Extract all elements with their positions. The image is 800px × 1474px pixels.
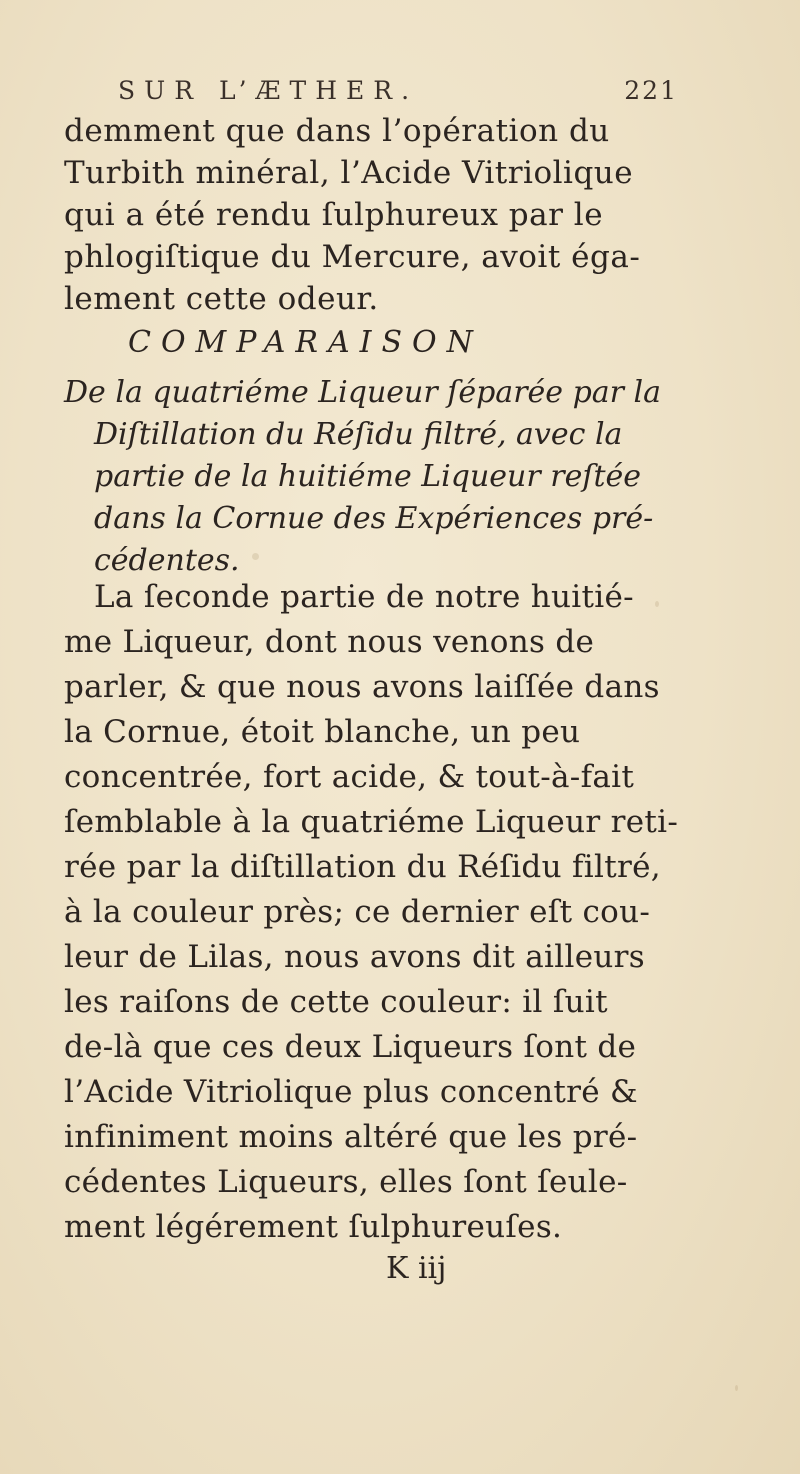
text-line: Turbith minéral, l’Acide Vitriolique <box>64 155 634 191</box>
section-heading: COMPARAISON <box>128 325 483 360</box>
text-line: me Liqueur, dont nous venons de <box>64 624 595 660</box>
page-number: 221 <box>624 76 678 105</box>
text-line: leur de Lilas, nous avons dit ailleurs <box>64 939 645 975</box>
subtitle-line: partie de la huitiéme Liqueur reſtée <box>94 459 642 494</box>
subtitle-line: De la quatriéme Liqueur ſéparée par la <box>64 375 662 410</box>
text-line: la Cornue, étoit blanche, un peu <box>64 714 581 750</box>
text-line: parler, & que nous avons laiſſée dans <box>64 669 660 705</box>
subtitle-line: Diſtillation du Réſidu filtré, avec la <box>94 417 623 452</box>
subtitle-line: dans la Cornue des Expériences pré- <box>94 501 654 536</box>
text-line: ſemblable à la quatriéme Liqueur reti- <box>64 804 679 840</box>
running-head-title: SUR L’ÆTHER. <box>118 76 419 105</box>
paragraph-continued <box>64 110 764 320</box>
text-line: La ſeconde partie de notre huitié- <box>94 579 634 615</box>
text-line: à la couleur près; ce dernier eſt cou- <box>64 894 651 930</box>
text-line: qui a été rendu ſulphureux par le <box>64 197 604 233</box>
section-subtitle <box>64 372 764 582</box>
running-head <box>118 76 678 112</box>
text-line: de-là que ces deux Liqueurs ſont de <box>64 1029 637 1065</box>
text-line: phlogiſtique du Mercure, avoit éga- <box>64 239 641 275</box>
signature-mark: K iij <box>386 1251 447 1286</box>
text-line: ment légérement ſulphureuſes. <box>64 1209 563 1245</box>
subtitle-line: cédentes. <box>94 543 240 578</box>
text-line: cédentes Liqueurs, elles ſont ſeule- <box>64 1164 628 1200</box>
text-line: concentrée, fort acide, & tout-à-fait <box>64 759 635 795</box>
text-line: infiniment moins altéré que les pré- <box>64 1119 638 1155</box>
text-line: les raiſons de cette couleur: il ſuit <box>64 984 608 1020</box>
text-line: demment que dans l’opération du <box>64 113 610 149</box>
text-line: rée par la diſtillation du Réſidu filtré, <box>64 849 661 885</box>
paper-spot <box>735 1385 738 1391</box>
paragraph-main <box>64 575 764 1250</box>
text-line: l’Acide Vitriolique plus concentré & <box>64 1074 638 1110</box>
text-line: lement cette odeur. <box>64 281 379 317</box>
